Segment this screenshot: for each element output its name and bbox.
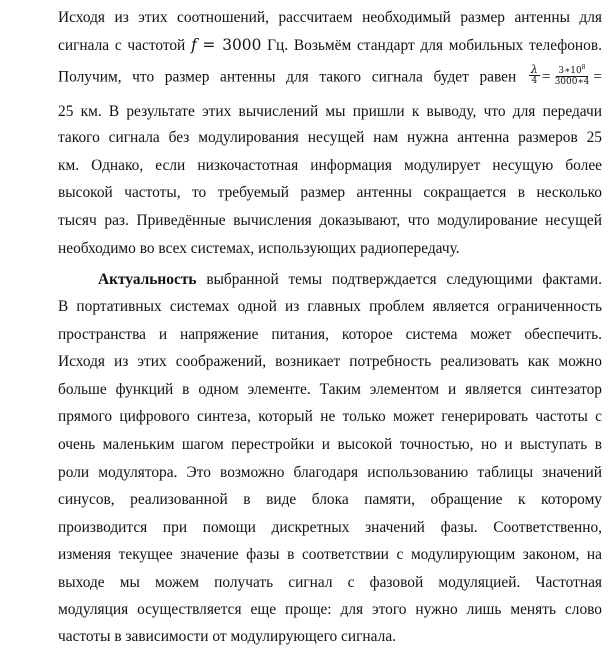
fraction-lambda-over-4	[529, 62, 540, 86]
p1-line-7-text: высокой частоты, то требуемый размер антенны сокращается в несколько	[58, 184, 602, 201]
p1-line-1-text: Исходя из этих соотношений, рассчитаем необходимый размер антенны для	[58, 9, 602, 26]
p2-line-4-text: Исходя из этих соображений, возникает потребность реализовать как можно	[58, 353, 602, 370]
p2-line-8-text: роли модулятора. Это возможно благодаря использованию таблицы значений	[58, 464, 602, 481]
p1-line-9-text: необходимо во всех системах, использующих радиопередачу.	[58, 240, 460, 257]
p2-line-12-text: выходе мы можем получать сигнал с фазовой модуляцией. Частотная	[58, 574, 602, 591]
p2-line-13	[58, 600, 602, 620]
p1-line-8	[58, 211, 602, 231]
fraction-value-numerator-base: 3∗10	[558, 66, 582, 76]
p2-line-9-text: синусов, реализованной в виде блока памяти, обращение к которому	[58, 491, 602, 508]
p1-line-5	[58, 128, 602, 148]
p2-line-2	[58, 297, 602, 317]
p2-line-5-text: больше функций в одном элементе. Таким элементом и является синтезатор	[58, 381, 602, 398]
p2-line-4	[58, 352, 602, 372]
actuality-heading-word: Актуальность	[98, 271, 197, 288]
p2-line-6	[58, 407, 602, 427]
p2-line-12	[58, 573, 602, 593]
p2-line-14-text: частоты в зависимости от модулирующего сигнала.	[58, 628, 396, 645]
p1-line-5-text: такого сигнала без модулирования несущей нам нужна антенна размеров 25	[58, 129, 602, 146]
fraction-value-denominator: 3000∗4	[554, 77, 590, 87]
equals-sign-1: =	[541, 68, 551, 86]
p2-line-3	[58, 325, 602, 345]
p1-line-8-text: тысяч раз. Приведённые вычисления доказывают, что модулирование несущей	[58, 212, 602, 229]
p2-line-9	[58, 490, 602, 510]
frequency-value: = 3000	[202, 36, 262, 54]
p2-line-11-text: изменяя текущее значение фазы в соответствии с модулирующим законом, на	[58, 546, 602, 563]
p2-line-2-text: В портативных системах одной из главных проблем является ограниченность	[58, 298, 602, 315]
p1-line-6-text: км. Однако, если низкочастотная информация модулирует несущую более	[58, 157, 602, 174]
p2-line-1	[98, 270, 602, 290]
p2-line-1-rest: выбранной темы подтверждается следующими фактами.	[206, 271, 602, 288]
p2-line-7-text: очень маленьким шагом перестройки и высокой точностью, но и выступать в	[58, 436, 602, 453]
p2-line-7	[58, 435, 602, 455]
p2-line-13-text: модуляция осуществляется еще проще: для этого нужно лишь менять слово	[58, 601, 602, 618]
p1-line-3-pre: Получим, что размер антенны для такого сигнала будет равен	[58, 68, 517, 86]
p1-line-2-post: Гц. Возьмём стандарт для мобильных телефонов.	[267, 37, 602, 54]
p2-line-10	[58, 518, 602, 538]
frequency-variable: f	[191, 36, 197, 54]
fraction-value	[553, 63, 592, 87]
equals-sign-2: =	[593, 68, 602, 86]
fraction-lambda-numerator: λ	[530, 62, 538, 76]
p1-line-3	[58, 62, 602, 87]
p1-line-6	[58, 156, 602, 176]
p2-line-8	[58, 463, 602, 483]
p2-line-6-text: прямого цифрового синтеза, который не только может генерировать частоты с	[58, 408, 602, 425]
p1-line-9	[58, 239, 602, 259]
fraction-lambda-denominator: 4	[531, 75, 538, 86]
p2-line-14	[58, 627, 602, 647]
p1-line-1	[58, 8, 602, 28]
p1-line-2-pre: сигнала с частотой	[58, 37, 186, 54]
p1-line-4-text: 25 км. В результате этих вычислений мы пришли к выводу, что для передачи	[58, 103, 602, 120]
p2-line-11	[58, 545, 602, 565]
p1-line-4	[58, 102, 602, 122]
p1-line-2	[58, 35, 602, 55]
p1-line-7	[58, 183, 602, 203]
fraction-value-exponent: 8	[581, 64, 586, 71]
fraction-value-numerator	[556, 63, 587, 77]
p2-line-10-text: производится при помощи дискретных значений фазы. Соответственно,	[58, 519, 602, 536]
p2-line-5	[58, 380, 602, 400]
p2-line-3-text: пространства и напряжение питания, которое система может обеспечить.	[58, 326, 602, 343]
